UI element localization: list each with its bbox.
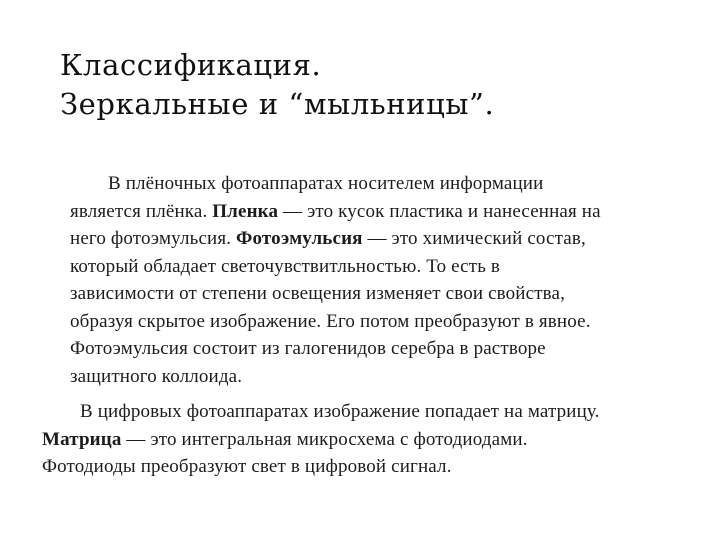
paragraph-1-line-3-text-b: — это химический состав, <box>362 228 586 249</box>
slide-title <box>60 46 680 124</box>
slide-title-line-2: Зеркальные и “мыльницы”. <box>60 87 495 121</box>
paragraph-1-line-2-text-a: является плёнка. <box>70 200 213 222</box>
paragraph-1-line-2 <box>70 198 690 226</box>
paragraph-2-line-1: В цифровых фотоаппаратах изображение попадает на матрицу. <box>80 401 600 422</box>
paragraph-2-line-2 <box>42 426 702 454</box>
paragraph-2-line-2-text-b: — это интегральная микросхема с фотодиодами. <box>121 428 528 450</box>
paragraph-film-cameras <box>70 170 690 390</box>
paragraph-1-line-1: В плёночных фотоаппаратах носителем информации <box>108 173 544 194</box>
paragraph-1-line-7: Фотоэмульсия состоит из галогенидов серебра в растворе <box>70 338 546 359</box>
paragraph-1-line-8: защитного коллоида. <box>70 365 243 387</box>
paragraph-1-line-6: образуя скрытое изображение. Его потом преобразуют в явное. <box>70 310 591 332</box>
paragraph-digital-cameras <box>42 398 702 481</box>
slide-title-line-1: Классификация. <box>60 48 322 82</box>
paragraph-1-line-4: который обладает светочувствитльностью. То есть в <box>70 255 501 277</box>
paragraph-2-line-3: Фотодиоды преобразуют свет в цифровой сигнал. <box>42 456 452 477</box>
paragraph-1-line-2-text-b: — это кусок пластика и нанесенная на <box>278 200 601 222</box>
paragraph-1-line-3-text-a: него фотоэмульсия. <box>70 228 237 249</box>
term-matritsa: Матрица <box>42 428 122 450</box>
term-plenka: Пленка <box>212 200 279 222</box>
paragraph-1-line-5: зависимости от степени освещения изменяет свои свойства, <box>70 283 566 304</box>
paragraph-1-line-3 <box>70 225 690 253</box>
term-fotoemulsiya: Фотоэмульсия <box>236 228 363 249</box>
